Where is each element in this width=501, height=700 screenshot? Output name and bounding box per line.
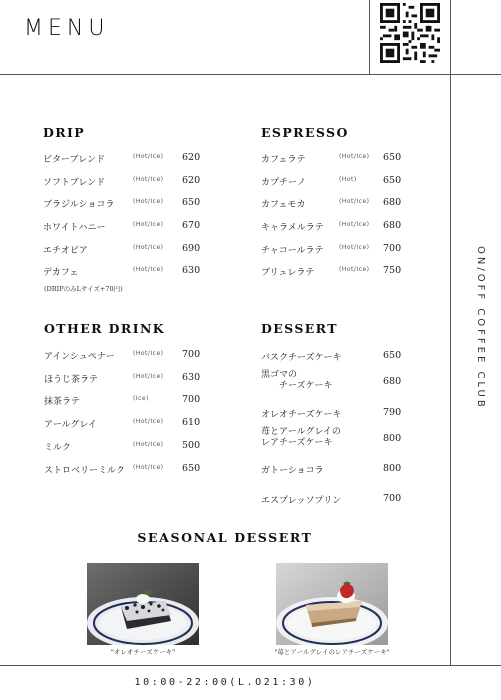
item-name: キャラメルラテ [261, 223, 324, 233]
item-temperature: (Ice) [133, 395, 149, 402]
item-temperature: (Hot/Ice) [133, 153, 164, 160]
item-temperature: (Hot/Ice) [133, 418, 164, 425]
menu-item [44, 463, 204, 479]
section-title-other-drink: OTHER DRINK [44, 321, 166, 336]
item-name: カフェモカ [261, 200, 306, 210]
item-temperature: (Hot/Ice) [133, 266, 164, 273]
item-name: ホワイトハニー [43, 223, 106, 233]
item-name: ソフトブレンド [43, 178, 106, 188]
item-temperature: (Hot/Ice) [133, 176, 164, 183]
item-temperature: (Hot/Ice) [133, 244, 164, 251]
oreo-cheesecake-photo [87, 563, 199, 645]
menu-item [43, 152, 203, 168]
menu-item [261, 407, 421, 423]
menu-item [261, 427, 421, 448]
item-price: 650 [182, 197, 201, 208]
item-name: ミルク [44, 443, 71, 453]
business-hours: 10:00-22:00(L.O21:30) [134, 677, 316, 688]
item-name: ほうじ茶ラテ [44, 375, 99, 385]
menu-item [43, 243, 203, 259]
menu-title: MENU [24, 16, 110, 41]
section-title-drip: DRIP [43, 125, 86, 140]
item-name: アインシュペナー [44, 352, 115, 362]
item-price: 610 [182, 417, 201, 428]
item-price: 650 [182, 463, 201, 474]
item-price: 670 [182, 220, 201, 231]
item-name: ブラジルショコラ [43, 200, 115, 210]
menu-item [261, 152, 421, 168]
item-temperature: (Hot/Ice) [339, 153, 370, 160]
item-name: エチオピア [43, 246, 88, 256]
item-name: デカフェ [43, 268, 79, 278]
item-price: 800 [383, 463, 402, 474]
menu-item [261, 350, 421, 366]
item-name: ビターブレンド [43, 155, 105, 165]
item-price: 650 [383, 350, 402, 361]
item-price: 700 [182, 394, 201, 405]
item-name: 抹茶ラテ [44, 397, 81, 407]
item-price: 500 [182, 440, 201, 451]
item-price: 790 [383, 407, 402, 418]
item-price: 800 [383, 433, 402, 444]
menu-item [261, 370, 421, 391]
item-price: 700 [383, 243, 402, 254]
item-temperature: (Hot/Ice) [133, 221, 164, 228]
item-price: 620 [182, 175, 201, 186]
item-price: 630 [182, 265, 201, 276]
item-price: 620 [182, 152, 201, 163]
menu-item [261, 243, 421, 259]
item-price: 650 [383, 152, 402, 163]
menu-item [44, 440, 204, 456]
menu-item [261, 220, 421, 236]
strawberry-earl-grey-cheesecake-photo [276, 563, 388, 645]
item-temperature: (Hot/Ice) [133, 198, 164, 205]
item-price: 690 [182, 243, 201, 254]
item-name: ストロベリーミルク [44, 466, 125, 476]
menu-item [261, 493, 421, 509]
item-price: 680 [383, 220, 402, 231]
header-divider [0, 74, 501, 75]
item-name: ガトーショコラ [261, 466, 324, 476]
drip-size-note: (DRIPのみLサイズ+70円) [44, 285, 123, 293]
caption-oreo-cheesecake: "オレオチーズケーキ" [110, 648, 176, 656]
brand-vertical-text: ON/OFF COFFEE CLUB [475, 246, 486, 410]
item-price: 700 [182, 349, 201, 360]
item-temperature: (Hot/Ice) [133, 464, 164, 471]
menu-item [44, 372, 204, 388]
section-title-dessert: DESSERT [261, 321, 338, 336]
item-price: 680 [383, 376, 402, 387]
item-temperature: (Hot/Ice) [133, 350, 164, 357]
item-temperature: (Hot/Ice) [339, 221, 370, 228]
item-name: オレオチーズケーキ [261, 410, 342, 420]
menu-item [261, 463, 421, 479]
menu-item [43, 197, 203, 213]
item-name: バスクチーズケーキ [261, 353, 342, 363]
menu-item [43, 175, 203, 191]
menu-item [43, 265, 203, 281]
item-temperature: (Hot/Ice) [339, 198, 370, 205]
menu-item [261, 175, 421, 191]
side-divider [450, 0, 451, 665]
qr-divider [369, 0, 370, 74]
item-price: 700 [383, 493, 402, 504]
item-name: チャコールラテ [261, 246, 324, 256]
item-name: ブリュレラテ [261, 268, 315, 278]
item-temperature: (Hot/Ice) [339, 244, 370, 251]
menu-item [44, 394, 204, 410]
item-temperature: (Hot/Ice) [133, 441, 164, 448]
item-name: エスプレッソプリン [261, 496, 342, 506]
menu-item [261, 197, 421, 213]
item-name: カフェラテ [261, 155, 306, 165]
footer-divider [0, 665, 501, 666]
section-title-seasonal-dessert: SEASONAL DESSERT [137, 530, 313, 545]
item-price: 680 [383, 197, 402, 208]
item-price: 750 [383, 265, 402, 276]
section-title-espresso: ESPRESSO [261, 125, 349, 140]
item-name: カプチーノ [261, 178, 306, 188]
item-temperature: (Hot/Ice) [339, 266, 370, 273]
menu-item [44, 349, 204, 365]
caption-strawberry-earl-grey-cheesecake: "苺とアールグレイのレアチーズケーキ" [274, 648, 390, 656]
item-name: 黒ゴマの チーズケーキ [261, 370, 333, 391]
item-temperature: (Hot/Ice) [133, 373, 164, 380]
menu-item [43, 220, 203, 236]
qr-code-icon[interactable] [380, 3, 440, 63]
item-temperature: (Hot) [339, 176, 357, 183]
item-price: 650 [383, 175, 402, 186]
item-name: アールグレイ [44, 420, 97, 430]
menu-item [261, 265, 421, 281]
menu-item [44, 417, 204, 433]
item-name: 苺とアールグレイの レアチーズケーキ [261, 427, 341, 448]
item-price: 630 [182, 372, 201, 383]
